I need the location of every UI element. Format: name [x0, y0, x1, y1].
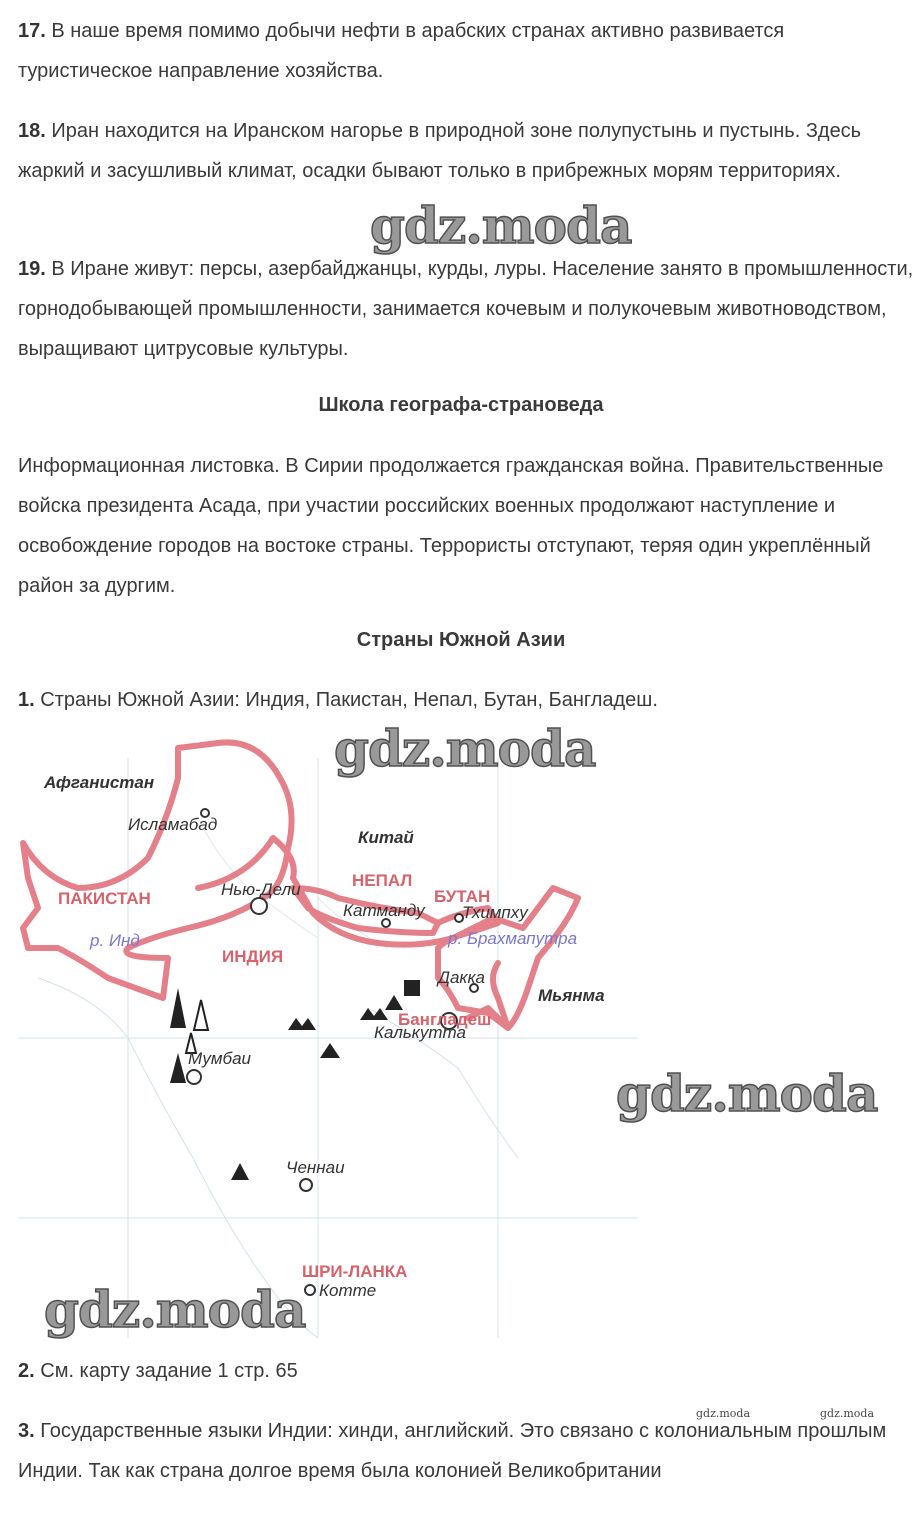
label-pakistan: ПАКИСТАН	[58, 889, 151, 908]
watermark: gdz.moda	[44, 1280, 306, 1339]
section-heading-south-asia: Страны Южной Азии	[356, 629, 566, 651]
label-china: Китай	[358, 828, 414, 847]
city-marker-chennai	[300, 1179, 312, 1191]
section-heading-school: Школа географа-страноведа	[318, 394, 604, 416]
south-asia-map	[18, 738, 638, 1338]
paragraph-number: 18.	[18, 120, 46, 142]
label-thimphu: Тхимпху	[462, 903, 528, 922]
label-new-delhi: Нью-Дели	[221, 880, 301, 899]
label-chennai: Ченнаи	[286, 1158, 345, 1177]
paragraph-number: 19.	[18, 258, 46, 280]
task-number: 1.	[18, 689, 35, 711]
label-afghanistan: Афганистан	[44, 773, 155, 792]
label-kotte: Котте	[319, 1281, 377, 1300]
watermark: gdz.moda	[616, 1064, 878, 1123]
city-marker-mumbai	[187, 1070, 201, 1084]
info-leaflet: Информационная листовка. В Сирии продолжается гражданская война. Правительственные войска президента Асада, при участии российских военных продолжают наступление и освобождение городов на востоке страны. Террористы отступают, теряя один укреплённый район за дургим.	[18, 455, 884, 597]
city-marker-kotte	[305, 1285, 315, 1295]
task-text: Страны Южной Азии: Индия, Пакистан, Непал, Бутан, Бангладеш.	[34, 689, 658, 711]
task-text: См. карту задание 1 стр. 65	[34, 1360, 298, 1382]
label-bangladesh: Бангладеш	[398, 1010, 492, 1029]
label-india: ИНДИЯ	[222, 947, 284, 966]
paragraph-text: В наше время помимо добычи нефти в арабских странах активно развивается туристическое направление хозяйства.	[18, 20, 785, 82]
paragraph-text: В Иране живут: персы, азербайджанцы, курды, луры. Население занято в промышленности, горнодобывающей промышленности, занимается кочевым и полукочевым животноводством, выращивают цитрусовые культуры.	[18, 258, 914, 360]
paragraph-number: 17.	[18, 20, 46, 42]
city-marker-kathmandu	[382, 919, 390, 927]
task-2	[18, 1351, 918, 1391]
label-brahmaputra-river: р. Брахмапутра	[448, 929, 578, 948]
label-indus-river: р. Инд	[90, 931, 140, 950]
watermark-small: gdz.moda	[696, 1407, 751, 1420]
watermark: gdz.moda	[370, 196, 632, 255]
task-3	[18, 1411, 918, 1491]
label-kolkata: Калькутта	[374, 1023, 466, 1042]
watermark: gdz.moda	[334, 719, 596, 778]
paragraph-18	[18, 111, 918, 191]
task-number: 3.	[18, 1420, 35, 1442]
paragraph-17	[18, 11, 918, 91]
label-sri-lanka: ШРИ-ЛАНКА	[302, 1262, 408, 1281]
task-text: Государственные языки Индии: хинди, английский. Это связано с колониальным прошлым Индии. Так как страна долгое время была колонией Великобритании	[18, 1420, 887, 1482]
city-marker-new-delhi	[251, 898, 267, 914]
label-dhaka: Дакка	[438, 968, 485, 987]
paragraph-19	[18, 249, 918, 369]
label-nepal: НЕПАЛ	[352, 871, 413, 890]
watermark-small: gdz.moda	[820, 1407, 875, 1420]
task-1	[18, 680, 918, 720]
label-islamabad: Исламабад	[128, 815, 218, 834]
label-myanmar: Мьянма	[538, 986, 605, 1005]
coal-square	[404, 980, 420, 996]
label-mumbai: Мумбаи	[188, 1049, 251, 1068]
label-bhutan: БУТАН	[434, 887, 491, 906]
label-kathmandu: Катманду	[343, 901, 425, 920]
task-number: 2.	[18, 1360, 35, 1382]
paragraph-text: Иран находится на Иранском нагорье в природной зоне полупустынь и пустынь. Здесь жаркий и засушливый климат, осадки бывают только в прибрежных морям территориях.	[18, 120, 862, 182]
